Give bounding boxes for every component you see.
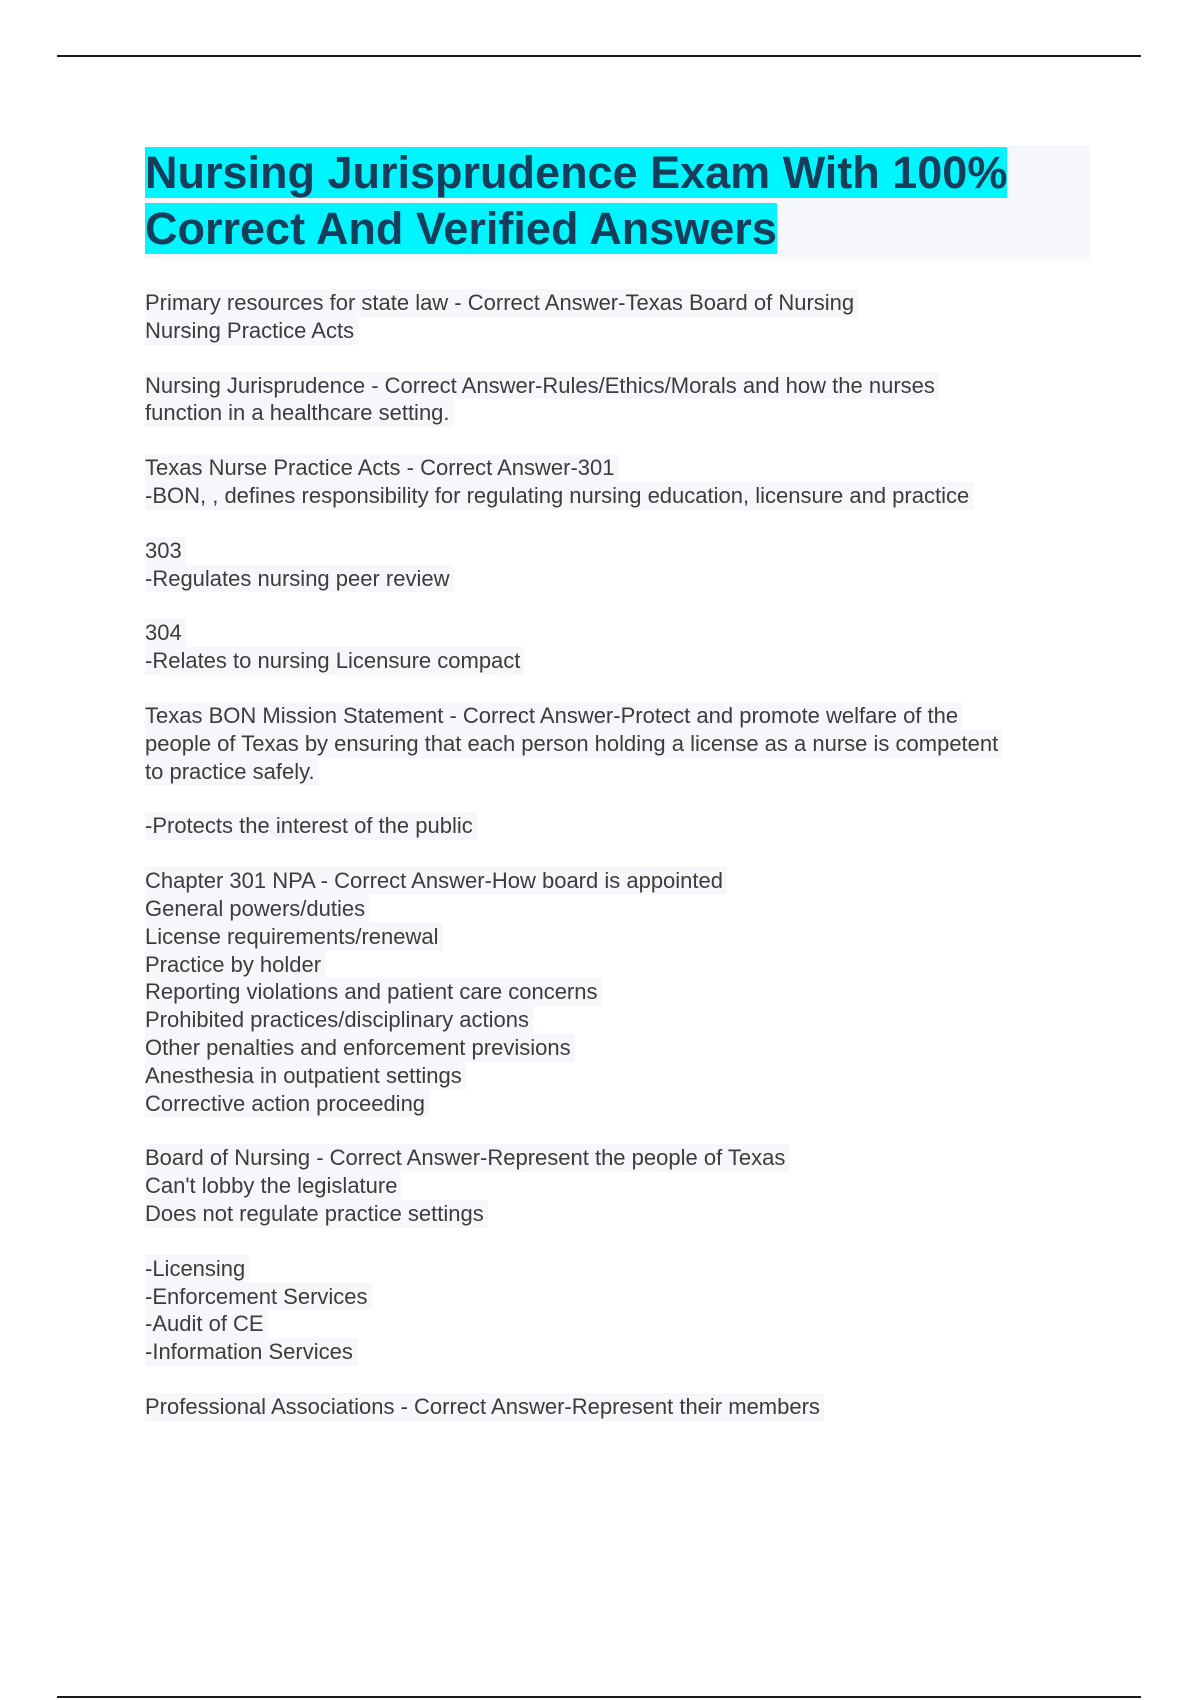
- text-line: -Relates to nursing Licensure compact: [145, 647, 524, 675]
- qa-block-practice-acts: [145, 454, 1090, 510]
- text-line: Texas BON Mission Statement - Correct Answer-Protect and promote welfare of the: [145, 702, 962, 730]
- text-line: Chapter 301 NPA - Correct Answer-How board is appointed: [145, 867, 727, 895]
- text-line: function in a healthcare setting.: [145, 399, 454, 427]
- document-title: [145, 145, 1090, 257]
- text-line: Nursing Practice Acts: [145, 317, 358, 345]
- title-line-2: Correct And Verified Answers: [145, 203, 777, 254]
- qa-block-mission-statement: [145, 702, 1090, 785]
- text-line: Nursing Jurisprudence - Correct Answer-Rules/Ethics/Morals and how the nurses: [145, 372, 939, 400]
- qa-block-bon-services: [145, 1255, 1090, 1366]
- text-line: 303: [145, 537, 186, 565]
- qa-block-primary-resources: [145, 289, 1090, 345]
- text-line: -BON, , defines responsibility for regulating nursing education, licensure and practice: [145, 482, 973, 510]
- text-line: -Audit of CE: [145, 1310, 268, 1338]
- bottom-rule: [57, 1696, 1141, 1698]
- text-line: -Protects the interest of the public: [145, 812, 477, 840]
- text-line: 304: [145, 619, 186, 647]
- qa-block-303: [145, 537, 1090, 593]
- qa-block-nursing-jurisprudence: [145, 372, 1090, 428]
- text-line: Board of Nursing - Correct Answer-Represent the people of Texas: [145, 1144, 789, 1172]
- title-line-1: Nursing Jurisprudence Exam With 100%: [145, 147, 1008, 198]
- top-rule: [57, 55, 1141, 57]
- qa-block-protects-public: [145, 812, 1090, 840]
- text-line: Corrective action proceeding: [145, 1090, 429, 1118]
- qa-block-board-of-nursing: [145, 1144, 1090, 1227]
- text-line: Reporting violations and patient care concerns: [145, 978, 602, 1006]
- text-line: Prohibited practices/disciplinary actions: [145, 1006, 533, 1034]
- text-line: -Regulates nursing peer review: [145, 565, 454, 593]
- text-line: License requirements/renewal: [145, 923, 443, 951]
- text-line: Anesthesia in outpatient settings: [145, 1062, 466, 1090]
- title-block: [145, 145, 1090, 259]
- text-line: -Enforcement Services: [145, 1283, 372, 1311]
- text-line: -Information Services: [145, 1338, 357, 1366]
- text-line: Practice by holder: [145, 951, 325, 979]
- text-line: to practice safely.: [145, 758, 319, 786]
- qa-block-professional-associations: [145, 1393, 1090, 1421]
- document-body: [145, 145, 1090, 1448]
- text-line: -Licensing: [145, 1255, 249, 1283]
- text-line: Other penalties and enforcement previsions: [145, 1034, 575, 1062]
- qa-block-304: [145, 619, 1090, 675]
- text-line: Professional Associations - Correct Answer-Represent their members: [145, 1393, 824, 1421]
- text-line: Does not regulate practice settings: [145, 1200, 488, 1228]
- text-line: Can't lobby the legislature: [145, 1172, 401, 1200]
- text-line: Texas Nurse Practice Acts - Correct Answer-301: [145, 454, 619, 482]
- text-line: Primary resources for state law - Correct Answer-Texas Board of Nursing: [145, 289, 858, 317]
- text-line: people of Texas by ensuring that each person holding a license as a nurse is competent: [145, 730, 1002, 758]
- text-line: General powers/duties: [145, 895, 369, 923]
- qa-block-chapter-301: [145, 867, 1090, 1117]
